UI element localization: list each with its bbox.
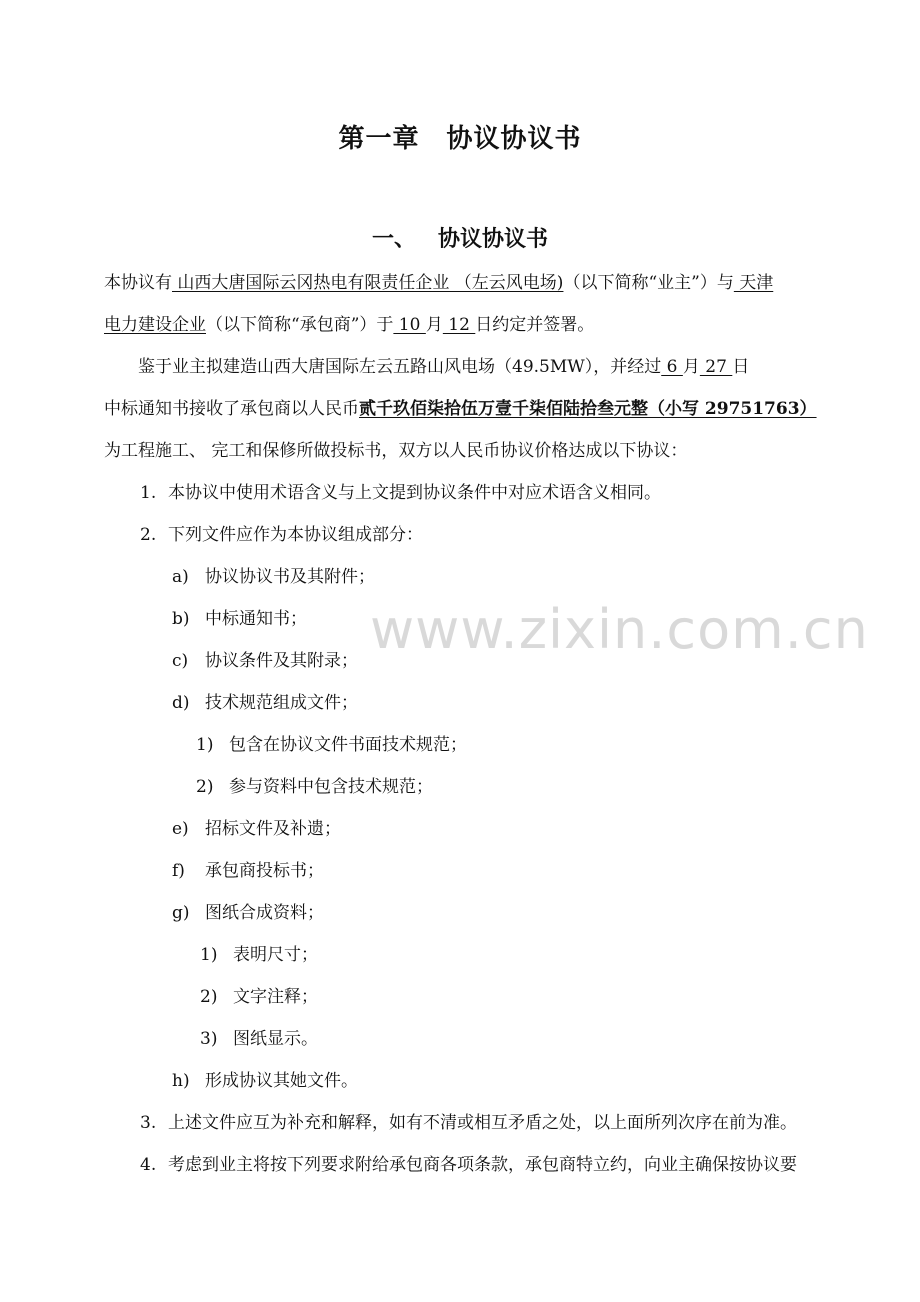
list-item [140,1111,797,1135]
list-number: a) [172,567,189,587]
list-text: 考虑到业主将按下列要求附给承包商各项条款，承包商特立约，向业主确保按协议要 [168,1155,797,1175]
list-text: 招标文件及补遗； [205,819,341,839]
notice-month: 6 [661,357,683,377]
list-number: f) [172,861,185,881]
list-number: b) [172,609,190,629]
list-text: 本协议中使用术语含义与上文提到协议条件中对应术语含义相同。 [168,483,661,503]
list-text: 承包商投标书； [205,861,324,881]
list-text: 文字注释； [233,987,318,1007]
text-run: 鉴于业主拟建造山西大唐国际左云五路山风电场（49.5MW），并经过 [138,357,662,377]
contract-amount: 贰千玖佰柒拾伍万壹千柒佰陆拾叁元整（小写 29751763） [359,399,817,419]
list-text: 下列文件应作为本协议组成部分： [168,525,423,545]
section-title: 协议协议书 [438,227,549,252]
list-item [140,523,423,547]
list-number: d) [172,693,190,713]
list-number: 4. [140,1155,157,1175]
list-item [172,565,375,589]
sign-day: 12 [442,315,476,335]
text-run: 日 [732,357,750,377]
watermark-text: www.zixin.com.cn [370,598,869,661]
list-text: 形成协议其她文件。 [205,1071,358,1091]
list-number: 1) [196,735,214,755]
list-text: 技术规范组成文件； [205,693,358,713]
list-number: 2) [200,987,218,1007]
contractor-name-part-2: 电力建设企业 [104,315,206,335]
text-run: 中标通知书接收了承包商以人民币 [104,399,359,419]
list-number: 1. [140,483,157,503]
paragraph-1-line-1 [104,271,773,295]
list-item [196,733,467,757]
list-item [172,691,358,715]
list-item [140,1153,797,1177]
list-number: 1) [200,945,218,965]
list-text: 协议条件及其附录； [205,651,358,671]
list-text: 中标通知书； [205,609,307,629]
list-text: 图纸合成资料； [205,903,324,923]
text-run: （以下简称“承包商”）于 [206,315,394,335]
list-item [172,607,307,631]
list-item [200,1027,318,1051]
list-number: e) [172,819,189,839]
text-run: 日约定并签署。 [475,315,595,335]
paragraph-2-line-3 [104,439,687,463]
list-text: 参与资料中包含技术规范； [229,777,433,797]
text-run: 月 [425,315,443,335]
list-text: 上述文件应互为补充和解释，如有不清或相互矛盾之处，以上面所列次序在前为准。 [168,1113,797,1133]
list-text: 包含在协议文件书面技术规范； [229,735,467,755]
list-item [172,901,324,925]
text-run: 本协议有 [104,273,172,293]
list-number: 2) [196,777,214,797]
section-number: 一、 [371,227,416,252]
contractor-name-part-1: 天津 [733,273,774,293]
list-number: 2. [140,525,157,545]
section-heading [0,222,920,253]
list-item [196,775,433,799]
list-number: h) [172,1071,190,1091]
text-run: 月 [682,357,700,377]
notice-day: 27 [699,357,733,377]
list-item [172,649,358,673]
list-text: 图纸显示。 [233,1029,318,1049]
list-item [172,1069,358,1093]
paragraph-2-line-1 [138,355,749,379]
chapter-title: 第一章 协议协议书 [338,124,582,154]
list-number: g) [172,903,190,923]
text-run: 为工程施工、 完工和保修所做投标书，双方以人民币协议价格达成以下协议： [104,441,688,461]
list-item [140,481,661,505]
text-run: （以下简称“业主”）与 [563,273,734,293]
list-text: 协议协议书及其附件； [205,567,375,587]
paragraph-2-line-2 [104,397,817,421]
list-item [172,817,341,841]
list-number: 3. [140,1113,157,1133]
owner-name: 山西大唐国际云冈热电有限责任企业 （左云风电场) [172,273,564,293]
sign-month: 10 [393,315,426,335]
list-number: c) [172,651,189,671]
list-item [172,859,324,883]
list-item [200,943,318,967]
list-text: 表明尺寸； [233,945,318,965]
list-item [200,985,318,1009]
list-number: 3) [200,1029,218,1049]
paragraph-1-line-2 [104,313,594,337]
